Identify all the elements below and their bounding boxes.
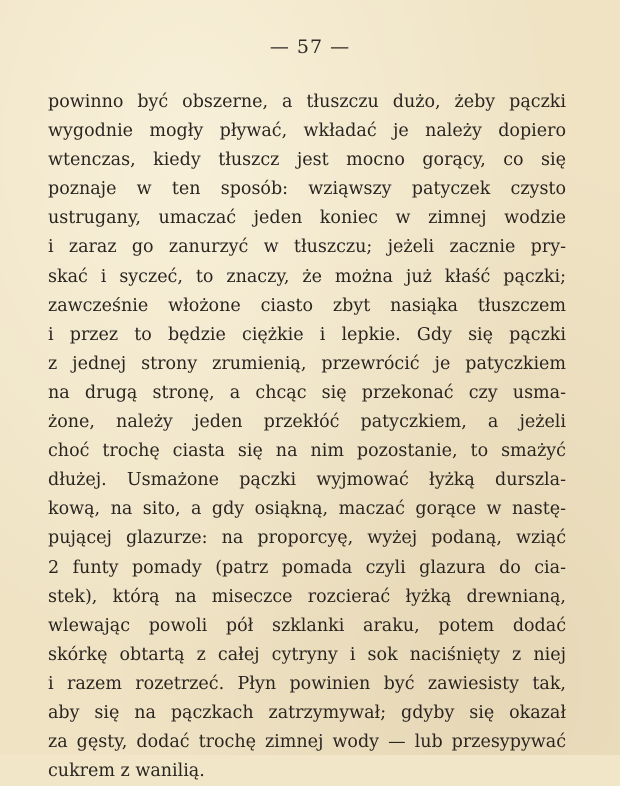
text-line: poznaje w ten sposób: wziąwszy patyczek czysto xyxy=(48,179,566,200)
text-line: dłużej. Usmażone pączki wyjmować łyżką durszla- xyxy=(48,470,566,491)
text-line: zawcześnie włożone ciasto zbyt nasiąka tłuszczem xyxy=(48,295,566,316)
text-line: ustrugany, umaczać jeden koniec w zimnej wodzie xyxy=(48,208,566,229)
text-line: na drugą stronę, a chcąc się przekonać czy usma- xyxy=(48,382,566,403)
text-line: stek), którą na miseczce rozcierać łyżką drewnianą, xyxy=(48,586,566,607)
text-line: wygodnie mogły pływać, wkładać je należy dopiero xyxy=(48,121,566,142)
text-line: powinno być obszerne, a tłuszczu dużo, żeby pączki xyxy=(48,92,566,112)
text-line: wtenczas, kiedy tłuszcz jest mocno gorący, co się xyxy=(48,150,566,171)
text-line: skać i syczeć, to znaczy, że można już kłaść pączki; xyxy=(48,266,566,287)
text-line: cukrem z wanilią. xyxy=(48,761,205,782)
text-line: i zaraz go zanurzyć w tłuszczu; jeżeli zacznie pry- xyxy=(48,237,566,258)
text-line: i przez to będzie ciężkie i lepkie. Gdy się pączki xyxy=(48,324,566,345)
text-line: aby się na pączkach zatrzymywał; gdyby się okazał xyxy=(48,702,566,723)
text-line: za gęsty, dodać trochę zimnej wody — lub przesypywać xyxy=(48,732,566,753)
page-number: — 57 — xyxy=(269,36,351,58)
text-line: skórkę obtartą z całej cytryny i sok naciśnięty z niej xyxy=(48,644,566,665)
text-line: wlewając powoli pół szklanki araku, potem dodać xyxy=(48,615,566,636)
text-line: 2 funty pomady (patrz pomada czyli glazura do cia- xyxy=(48,557,566,578)
text-line: i razem rozetrzeć. Płyn powinien być zawiesisty tak, xyxy=(48,673,566,694)
text-line: kową, na sito, a gdy osiąkną, maczać gorące w nastę- xyxy=(48,499,566,520)
text-line: choć trochę ciasta się na nim pozostanie, to smażyć xyxy=(48,441,566,462)
body-text xyxy=(48,88,566,786)
text-line: z jednej strony zrumienią, przewrócić je patyczkiem xyxy=(48,353,566,374)
text-line: pującej glazurze: na proporcyę, wyżej podaną, wziąć xyxy=(48,528,566,549)
text-line: żone, należy jeden przekłóć patyczkiem, a jeżeli xyxy=(48,412,566,433)
